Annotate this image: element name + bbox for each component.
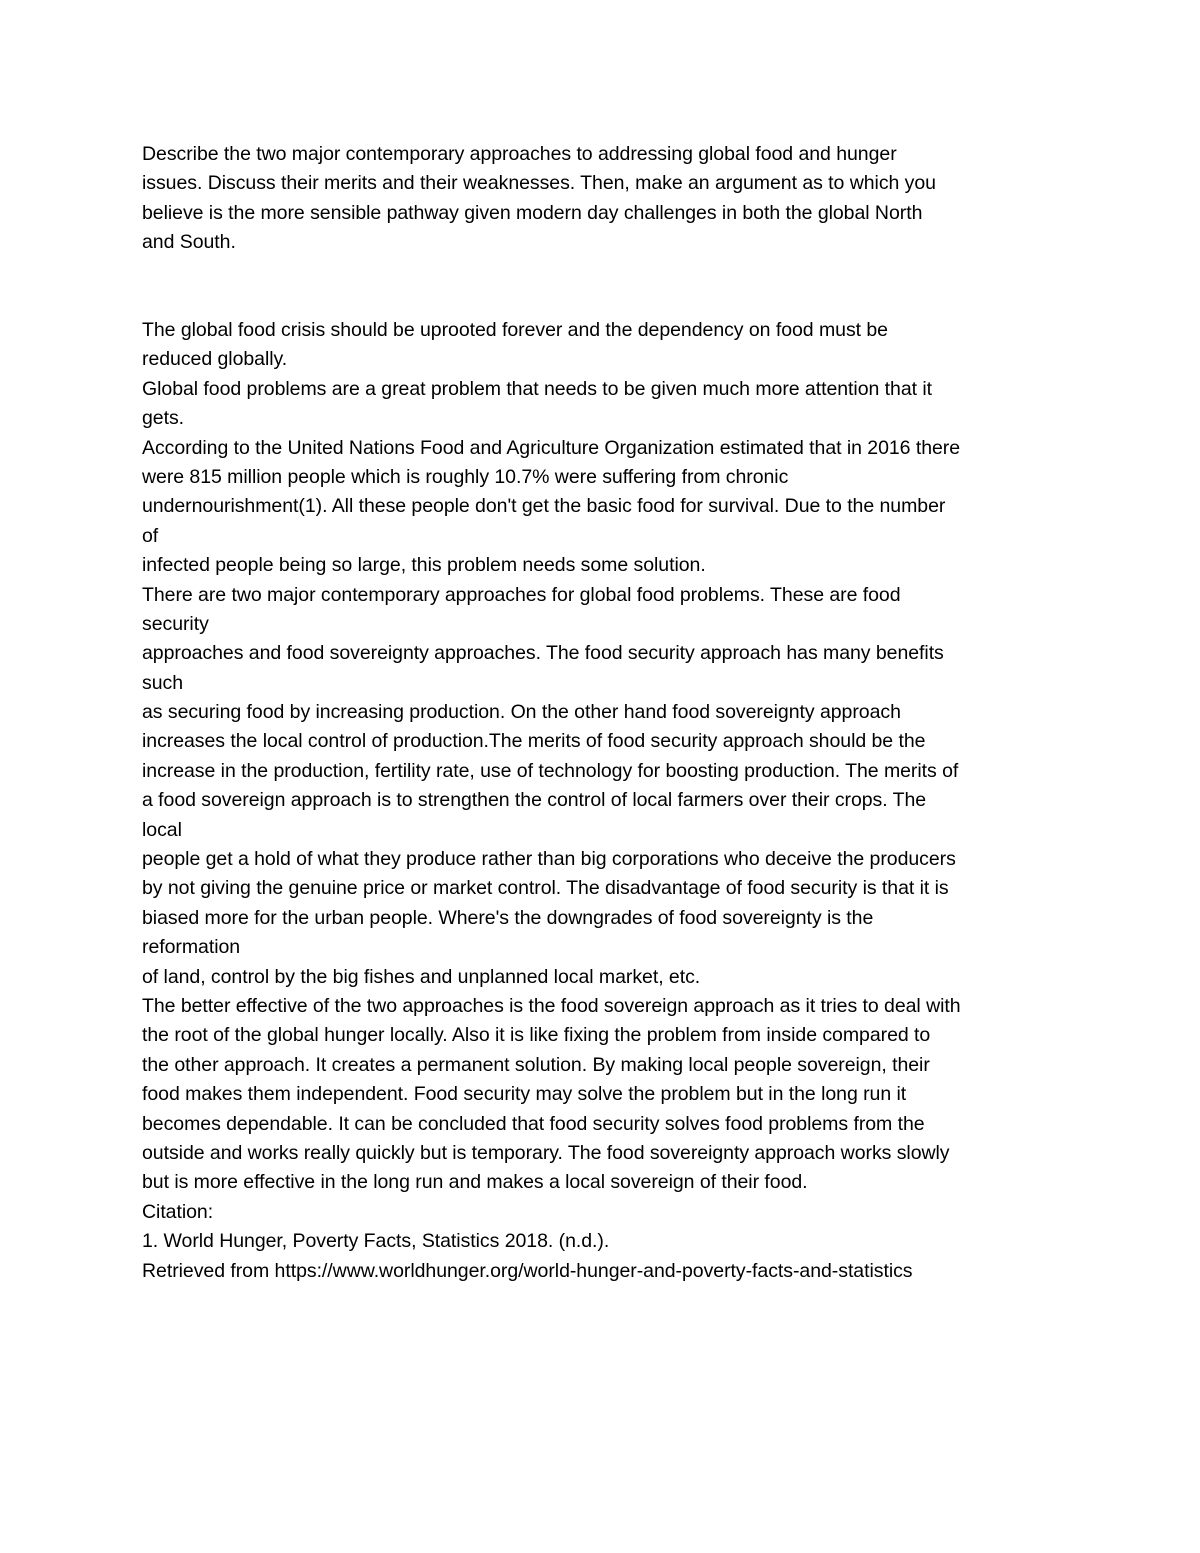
answer-line: the other approach. It creates a permanent solution. By making local people sovereign, their [142, 1053, 930, 1076]
answer-line: biased more for the urban people. Where's the downgrades of food sovereignty is the [142, 906, 874, 929]
answer-line: undernourishment(1). All these people don't get the basic food for survival. Due to the number [142, 495, 946, 518]
answer-line: outside and works really quickly but is temporary. The food sovereignty approach works slowly [142, 1141, 950, 1164]
answer-line: of land, control by the big fishes and unplanned local market, etc. [142, 965, 701, 988]
answer-line: Global food problems are a great problem that needs to be given much more attention that it [142, 377, 932, 400]
answer-line: food makes them independent. Food security may solve the problem but in the long run it [142, 1083, 907, 1106]
answer-line: reformation [142, 936, 241, 959]
answer-line: of [142, 524, 159, 547]
answer-line: The global food crisis should be uprooted forever and the dependency on food must be [142, 319, 888, 341]
answer-line: increases the local control of production.The merits of food security approach should be the [142, 730, 926, 753]
answer-line: security [142, 612, 209, 635]
answer-line: increase in the production, fertility rate, use of technology for boosting production. The merits of [142, 759, 959, 782]
answer-line: by not giving the genuine price or market control. The disadvantage of food security is that it is [142, 877, 949, 900]
answer-line: According to the United Nations Food and Agriculture Organization estimated that in 2016 there [142, 436, 961, 459]
answer-line: approaches and food sovereignty approaches. The food security approach has many benefits [142, 642, 944, 665]
essay-prompt [142, 140, 1072, 258]
answer-line: the root of the global hunger locally. Also it is like fixing the problem from inside compared to [142, 1024, 931, 1047]
answer-line: reduced globally. [142, 348, 288, 371]
citation-heading: Citation: [142, 1200, 214, 1223]
answer-line: There are two major contemporary approaches for global food problems. These are food [142, 583, 901, 606]
citation-entry: 1. World Hunger, Poverty Facts, Statistics 2018. (n.d.). [142, 1230, 610, 1253]
prompt-line: Describe the two major contemporary approaches to addressing global food and hunger [142, 143, 897, 165]
prompt-line: and South. [142, 231, 236, 254]
essay-answer [142, 316, 1072, 1286]
prompt-line: believe is the more sensible pathway given modern day challenges in both the global North [142, 201, 923, 224]
answer-line: gets. [142, 407, 185, 430]
answer-line: becomes dependable. It can be concluded that food security solves food problems from the [142, 1112, 925, 1135]
answer-line: people get a hold of what they produce rather than big corporations who deceive the producers [142, 848, 956, 871]
answer-line: The better effective of the two approaches is the food sovereign approach as it tries to deal with [142, 994, 961, 1017]
answer-line: local [142, 818, 182, 841]
answer-line: but is more effective in the long run and makes a local sovereign of their food. [142, 1171, 808, 1194]
answer-line: infected people being so large, this problem needs some solution. [142, 554, 706, 577]
answer-line: were 815 million people which is roughly 10.7% were suffering from chronic [142, 465, 789, 488]
answer-line: such [142, 671, 183, 694]
prompt-line: issues. Discuss their merits and their weaknesses. Then, make an argument as to which you [142, 172, 936, 195]
answer-line: a food sovereign approach is to strengthen the control of local farmers over their crops. The [142, 789, 927, 812]
citation-url: Retrieved from https://www.worldhunger.org/world-hunger-and-poverty-facts-and-statistics [142, 1259, 913, 1282]
answer-line: as securing food by increasing production. On the other hand food sovereignty approach [142, 701, 901, 724]
